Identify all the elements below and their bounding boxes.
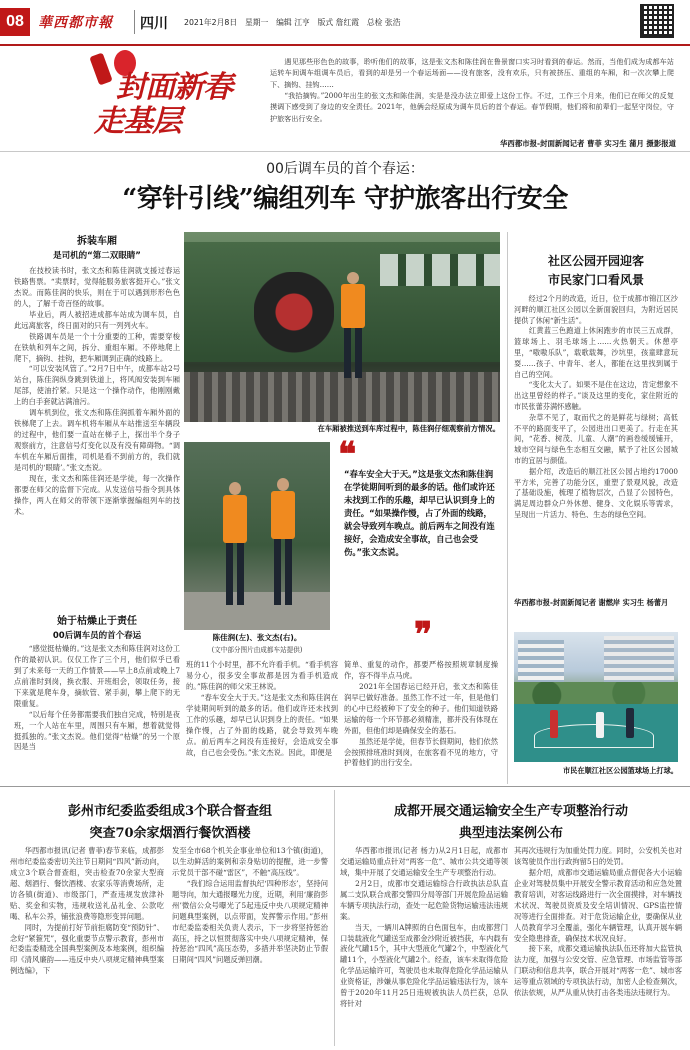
sidebar-byline: 华西都市报-封面新闻记者 谢燃岸 实习生 杨蕾月 [514, 598, 669, 607]
headline-kicker: 00后调车员的首个春运： [266, 161, 424, 177]
sidebar-body: 经过2个月的改造，近日，位于成都市锦江区沙河畔的顺江社区公园以全新面貌回归，为附近居民提供了休闲“新生活”。 红黄蓝三色跑道上休闲跑步的市民三五成群，篮球场上、羽毛球场上……火热朝天。休憩亭里，“嗷嗷乐队”，载歌载舞，沙坑里，孩童肆意玩耍……孩子、中青年、老人，都能在这里找到属于自己的空间。 “变化太大了。如果不是住在这边，肯定想象不出这里曾经的样子。”谈及这里的变化，家住附近的市民张蕾芬满怀感触。 杂草不见了，取而代之的是鲜花与绿树；高低不平的路面变平了，公园进出口更美了。行走在其间，“花香、树茂、儿童、人潮”的画卷缓缓铺开，城市空间与绿色生态相互交融，赋予了社区公园城市的宜居与颜值。 据介绍，改造后的顺江社区公园占地约17000平方米，完善了功能分区，重塑了景观风貌，改造了基础设施，梳理了植物层次，凸显了公园特色，满足周边群众户外休憩、健身、文化娱乐等需求，呈现出一片活力、特色、生态的绿色空间。 [514, 294, 678, 519]
logo-line1: 封面新春 [116, 70, 232, 105]
sidebar-divider [507, 232, 508, 784]
subhead-1-sub: 是司机的“第二双眼睛” [53, 251, 141, 261]
photo-two-workers [184, 442, 330, 630]
banner-byline: 华西都市报-封面新闻记者 曹菲 实习生 蒲月 摄影报道 [500, 139, 676, 148]
bottom-col-divider [334, 790, 335, 1046]
sidebar-title [514, 252, 678, 288]
page-number: 08 [0, 8, 30, 36]
paper-name: 華西都市報 [38, 15, 113, 31]
firecracker-icon [89, 53, 112, 86]
sidebar-title-line1: 社区公园开园迎客 [547, 254, 644, 268]
bottom-left-col2: 发至全市68个机关企事业单位和13个镇(街道)，以生动鲜活的案例和亲身贴切的提醒，进一步警示党员干部不碰“雷区”，不触“高压线”。 “我们综合运用监督执纪‘四种形态’，坚持问题导向，加大通报曝光力度，近期，利用‘廉韵彭州’微信公众号曝光了5起违反中央八项规定精神问题典型案例，以点带面，发挥警示作用。”彭州市纪委监委相关负责人表示，下一步将坚持惩治高压，持之以恒贯彻落实中央八项规定精神，保持惩治“四风”高压态势，多措并举坚决防止节假日期间“四风”问题反弹回潮。 [172, 846, 328, 965]
bottom-left-title-line1: 彭州市纪委监委组成3个联合督查组 [67, 804, 273, 819]
subhead-2-title: 始于枯燥止于责任 [57, 616, 137, 627]
worker-figure [336, 272, 370, 382]
building-right [604, 636, 674, 688]
bottom-left-title-line2: 突查70余家烟酒行餐饮酒楼 [89, 826, 251, 841]
worker-right [268, 478, 298, 612]
banner-divider [0, 151, 690, 152]
photo3-caption: 市民在顺江社区公园篮球场上打球。 [562, 766, 678, 775]
photo2-caption [184, 632, 330, 654]
pull-quote: “春车安全大于天。”这是张文杰和陈佳润在学徒期间听到的最多的话。他们或许还未找到工作的乐趣，却早已认识到身上的责任。“如果操作慢，占了外面的线路，就会导致列车晚点。前后两车之间没有连接好，会造成安全事故，自己也会受伤。”张文杰说。 [344, 469, 495, 558]
article-col1b: “感觉挺枯燥的。”这是张文杰和陈佳润对这份工作的最初认识。仅仅工作了三个月，他们似乎已看到了未来每一天的工作情景——早上8点前或晚上7点前准时到岗，换衣服、开班组会，领取任务，接下来就是爬车身，摘软管、紧手刹，攀上爬下的无限重复。 “以后每个任务都需要我们独自完成，特别是夜班，一个人站在车里，周围只有车厢，想着就觉得挺孤独的。”张文杰说。他们觉得“枯燥”的另一个原因是当 [14, 644, 180, 752]
photo2-caption-names: 陈佳润(左)、张文杰(右)。 [212, 633, 302, 642]
photo1-caption: 在车厢被推送到车库过程中，陈佳润仔细观察前方情况。 [317, 424, 500, 433]
quote-close-icon: ❞ [414, 615, 433, 655]
train-window-row [380, 254, 500, 286]
worker-left [220, 482, 250, 612]
bottom-left-title [10, 800, 330, 841]
bottom-right-title-line1: 成都开展交通运输安全生产专项整治行动 [393, 804, 628, 819]
bottom-right-title-line2: 典型违法案例公布 [458, 826, 563, 841]
headline-title: “穿针引线”编组列车 守护旅客出行安全 [122, 184, 568, 214]
section-divider [134, 10, 135, 34]
trees [514, 682, 678, 704]
bottom-right-col1: 华西都市报讯(记者 杨力)从2月1日起，成都市交通运输局重点针对“两客一危”、城市公共交通等领域，集中开展了交通运输安全生产专项整治行动。 2月2日，成都市交通运输综合行政执法总队直属二支队联合成都交警四分局等部门开展危险品运输车辆专项执法行动，查处一起危险货物运输违法违规案。 当天，一辆川A牌照的白色面包车，由成都营门口装载液化气罐送至成都金沙附近被挡获，车内载有液化气罐15个，其中大型液化气罐2个，中型液化气罐11个，小型液化气罐2个。经查，该车未取得危险化学品运输许可，驾驶员也未取得危险化学品运输从业资格证，涉嫌从事危险化学品运输违法行为，该车曾于2020年11月25日违规被执法人员拦获，总队将针对 [340, 846, 508, 1009]
train-coupler [254, 272, 334, 372]
masthead [0, 0, 690, 44]
bottom-left-col1: 华西都市报讯(记者 曹菲)春节来临，成都彭州市纪委监委密切关注节日期间“四风”新动向，成立3个联合督查组，突击检查70余家大型商超、烟酒行、餐饮酒楼、农家乐等消费场所，走访各镇(街道)、市级部门，严查违规发放津补贴、奖金和实物，违规收送礼品礼金、公款吃喝、私车公养，铺张浪费等隐形变异问题。 同时，为提前打好节前拒腐防变“预防针”、念好“紧箍咒”，强化重要节点警示教育，彭州市纪委监委精选全国典型案例及本地案例，组织编印《清风廉韵——违反中央八项规定精神典型案例选编》，下 [10, 846, 164, 976]
bottom-divider [0, 786, 690, 787]
subhead-2-sub: 00后调车员的首个春运 [52, 631, 142, 641]
article-col1: 在技校读书时，张文杰和陈佳润就支援过春运铁路售票。“卖票时，觉得能服务旅客挺开心。”张文杰说。而陈佳润的快乐，则在于可以遇到形形色色的人，了解千奇百怪的故事。 毕业后，两人被招进成都车站成为调车员，自此远离旅客，终日面对的只有一列列火车。 铁路调车员是一个十分重要的工种，需要穿梭在铁轨和列车之间，拆分、重组车厢。不停地爬上爬下，摘钩、挂钩，把车厢调到正确的线路上。 “可以安装风管了。”2月7日中午，成都车站2号站台，陈佳润纵身跳到铁道上，将风阀安装到车厢尾部，使油拧紧。只是这一个操作动作，他刚刚戴上的白手套就沾满油污。 调车机到位，张文杰和陈佳润抓着车厢外面的铁梯爬了上去。调车机将车厢从车站推送至车辆段的过程中，他们要一直站在梯子上，探出半个身子观察前方，注意信号灯变化以及有没有障碍物。“调车机在车厢后面推，司机是看不到前方的，我们就是司机的‘眼睛’。”张文杰说。 现在，张文杰和陈佳润还是学徒，每一次操作都要在师父的监督下完成。从发送信号指令到具体操作，两人在师父的带领下逐渐掌握编组列车的技术。 [14, 266, 180, 516]
subhead-2 [14, 612, 180, 641]
qr-code-icon [640, 4, 674, 38]
banner-intro: 遇见那些形色色的故事，聆听他们的故事，这是张文杰和陈佳润在鲁景窗口实习时看到的春运。然而，当他们成为成都车站运转车间调车组调车员后，看到的却是另一个春运场面——没有旅客，没有欢乐，只有被挤压、重组的车厢，和一次次攀上爬下、摘钩、挂钩…… “我拾摘钩。”2000年出生的张文杰和陈佳润，实是是没办法立即爱上这份工作。不过，工作三个月来，他们已在师父的反复摸调下感受到了身边的安全责任。2021年，他俩会经原成为调车员后的首个春运。春节假期，他们将和前辈们一起坚守岗位，守护旅客出行安全。 [270, 57, 674, 123]
player-1 [550, 710, 558, 738]
sidebar-title-line2: 市民家门口看风景 [547, 273, 644, 287]
article-col2: 班的11个小时里，都不允许看手机。“看手机容易分心，很多安全事故都是因为看手机造成的。”陈佳润的师父宋王林说。 “春车安全大于天。”这是张文杰和陈佳润在学徒期间听到的最多的话。他们或许还未找到工作的乐趣，却早已认识到身上的责任。“如果操作慢，占了外面的线路，就会导致列车晚点。前后两车之间没有连接好，会造成安全事故，自己也会受伤。”张文杰说。因此，即便是 [186, 660, 338, 757]
section-name: 四川 [140, 16, 168, 32]
quote-open-icon: ❝ [338, 435, 357, 475]
bottom-right-title [340, 800, 682, 841]
column-logo [94, 50, 254, 140]
photo-basketball-court [514, 632, 678, 762]
subhead-1-title: 拆装车厢 [77, 236, 117, 247]
logo-line2: 走基层 [94, 104, 181, 139]
photo-train-worker [184, 232, 500, 422]
building-left [518, 640, 564, 688]
player-3 [626, 708, 634, 738]
article-col3: 简单、重复的动作，都要严格按照规章制度操作，容不得半点马虎。 2021年全国春运已经开启，张文杰和陈佳润早已做好准备。虽然工作不过一年，但是他们的心中已经被种下了安全的种子。他们知道铁路运输的每一个环节都必须精准，都并没有体现在外面，但他们却是确保安全的基石。 虽然还是学徒，但春节长假期间，他们依然会按照排班准时到岗，在旅客看不见的地方，守护着他们的出行安全。 [344, 660, 498, 768]
header-rule [0, 44, 690, 46]
subhead-1 [14, 232, 180, 261]
photo2-caption-credit: (文中部分图片由成都车站提供) [211, 646, 303, 654]
platform [184, 592, 330, 630]
player-2 [596, 712, 604, 738]
date-line: 2021年2月8日 星期一 编辑 江亨 版式 詹红霞 总检 张浩 [184, 18, 401, 27]
bottom-right-col2: 其再次违规行为加重处罚力度。同时，公安机关也对该驾驶员作出行政拘留5日的处罚。 据介绍，成都市交通运输局重点督促各大小运输企业对驾驶员集中开展安全警示教育活动和应急处置教育培训，对客运线路进行一次全面摸排，对车辆技术状况、驾驶员资质及安全培训情况、GPS监控情况等进行全面排查。对于危货运输企业，要确保从业人员教育学习全覆盖，强化车辆管理，认真开展车辆安全隐患排查，确保技术状况良好。 接下来，成都交通运输执法队伍还将加大监管执法力度，加强与公安交管、应急管理、市场监管等部门联动和信息共享，联合开展对“两客一危”、城市客运等重点领域的专项执法行动，加密人企检查频次，依法依规，从严从重从快打击各类违法违规行为。 [514, 846, 682, 998]
